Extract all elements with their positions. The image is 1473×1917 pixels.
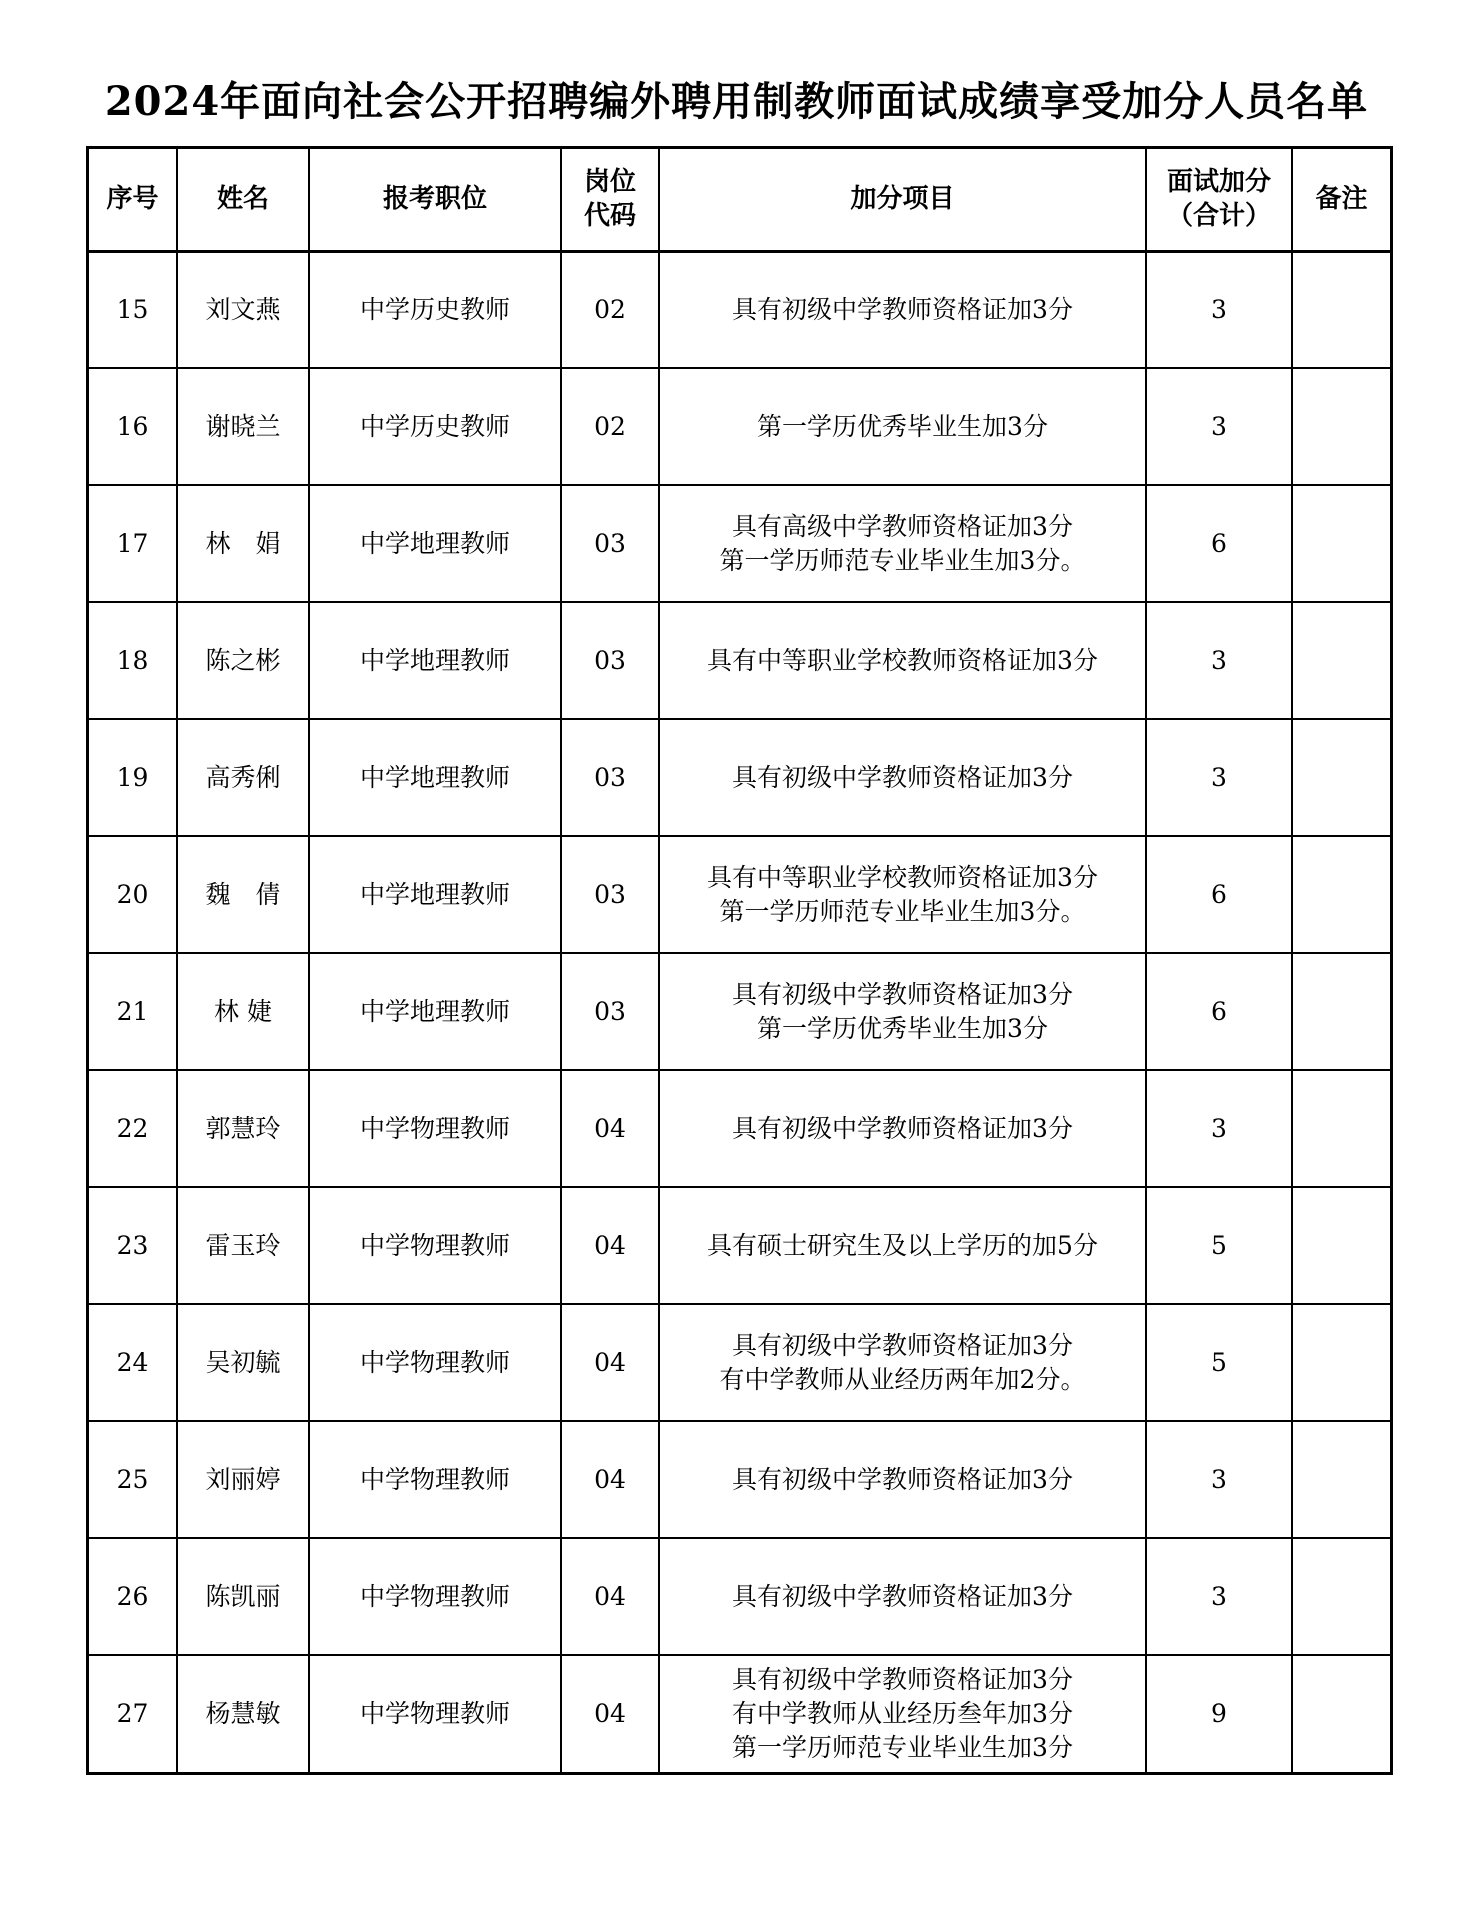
cell-seq: 17 xyxy=(89,485,177,602)
table-row xyxy=(89,251,1390,368)
cell-items xyxy=(659,1304,1146,1421)
cell-code: 03 xyxy=(561,485,659,602)
cell-items xyxy=(659,1655,1146,1772)
cell-code: 02 xyxy=(561,251,659,368)
cell-name: 雷玉玲 xyxy=(177,1187,309,1304)
cell-total: 3 xyxy=(1146,602,1292,719)
bonus-item-line: 第一学历师范专业毕业生加3分 xyxy=(732,1733,1073,1762)
cell-position: 中学地理教师 xyxy=(309,719,561,836)
bonus-item-line: 具有初级中学教师资格证加3分 xyxy=(732,1581,1073,1611)
cell-total: 6 xyxy=(1146,485,1292,602)
table-row xyxy=(89,719,1390,836)
cell-remarks xyxy=(1292,1421,1390,1538)
cell-code: 03 xyxy=(561,719,659,836)
cell-total: 3 xyxy=(1146,1421,1292,1538)
header-remarks: 备注 xyxy=(1292,149,1390,251)
cell-name: 谢晓兰 xyxy=(177,368,309,485)
cell-position: 中学物理教师 xyxy=(309,1421,561,1538)
cell-position: 中学物理教师 xyxy=(309,1304,561,1421)
bonus-item-line: 具有硕士研究生及以上学历的加5分 xyxy=(707,1230,1098,1260)
cell-name: 郭慧玲 xyxy=(177,1070,309,1187)
table-row xyxy=(89,368,1390,485)
header-code-line1: 岗位 xyxy=(583,167,636,198)
cell-position: 中学历史教师 xyxy=(309,368,561,485)
cell-remarks xyxy=(1292,1655,1390,1772)
cell-seq: 26 xyxy=(89,1538,177,1655)
cell-items xyxy=(659,368,1146,485)
bonus-score-table xyxy=(89,149,1390,1772)
cell-remarks xyxy=(1292,602,1390,719)
table-row xyxy=(89,1070,1390,1187)
cell-items xyxy=(659,602,1146,719)
cell-items xyxy=(659,836,1146,953)
cell-position: 中学物理教师 xyxy=(309,1655,561,1772)
cell-total: 3 xyxy=(1146,719,1292,836)
cell-position: 中学物理教师 xyxy=(309,1187,561,1304)
cell-name: 吴初毓 xyxy=(177,1304,309,1421)
cell-position: 中学地理教师 xyxy=(309,485,561,602)
bonus-item-line: 具有初级中学教师资格证加3分 xyxy=(732,1113,1073,1143)
cell-code: 04 xyxy=(561,1538,659,1655)
cell-seq: 16 xyxy=(89,368,177,485)
cell-position: 中学地理教师 xyxy=(309,953,561,1070)
bonus-item-line: 第一学历优秀毕业生加3分 xyxy=(757,411,1048,441)
table-row xyxy=(89,1187,1390,1304)
cell-name: 林 婕 xyxy=(177,953,309,1070)
table-row xyxy=(89,1655,1390,1772)
header-position: 报考职位 xyxy=(309,149,561,251)
cell-seq: 18 xyxy=(89,602,177,719)
cell-total: 3 xyxy=(1146,1538,1292,1655)
cell-name: 陈之彬 xyxy=(177,602,309,719)
cell-remarks xyxy=(1292,1187,1390,1304)
bonus-item-line: 具有初级中学教师资格证加3分 xyxy=(732,1464,1073,1494)
cell-seq: 19 xyxy=(89,719,177,836)
cell-total: 5 xyxy=(1146,1187,1292,1304)
bonus-item-line: 具有高级中学教师资格证加3分 xyxy=(732,511,1073,541)
cell-code: 04 xyxy=(561,1421,659,1538)
bonus-item-line: 具有初级中学教师资格证加3分 xyxy=(732,979,1073,1009)
cell-remarks xyxy=(1292,1304,1390,1421)
bonus-item-line: 第一学历优秀毕业生加3分 xyxy=(757,1013,1048,1043)
cell-remarks xyxy=(1292,485,1390,602)
cell-total: 3 xyxy=(1146,251,1292,368)
bonus-item-line: 第一学历师范专业毕业生加3分。 xyxy=(719,896,1086,926)
table-row xyxy=(89,485,1390,602)
cell-seq: 22 xyxy=(89,1070,177,1187)
cell-items xyxy=(659,1187,1146,1304)
header-items: 加分项目 xyxy=(659,149,1146,251)
cell-seq: 25 xyxy=(89,1421,177,1538)
cell-items xyxy=(659,1070,1146,1187)
bonus-item-line: 具有初级中学教师资格证加3分 xyxy=(732,1330,1073,1360)
cell-remarks xyxy=(1292,251,1390,368)
header-total xyxy=(1146,149,1292,251)
cell-name: 陈凯丽 xyxy=(177,1538,309,1655)
cell-total: 6 xyxy=(1146,953,1292,1070)
cell-name: 林 娟 xyxy=(177,485,309,602)
header-total-line1: 面试加分 xyxy=(1166,167,1271,198)
bonus-item-line: 有中学教师从业经历叁年加3分 xyxy=(732,1699,1073,1728)
cell-code: 03 xyxy=(561,953,659,1070)
header-code-line2: 代码 xyxy=(583,201,636,232)
header-code xyxy=(561,149,659,251)
cell-position: 中学物理教师 xyxy=(309,1070,561,1187)
cell-position: 中学历史教师 xyxy=(309,251,561,368)
cell-seq: 23 xyxy=(89,1187,177,1304)
table-row xyxy=(89,602,1390,719)
table-header-row xyxy=(89,149,1390,251)
score-sheet xyxy=(86,146,1393,1775)
cell-code: 04 xyxy=(561,1655,659,1772)
table-row xyxy=(89,1538,1390,1655)
table-body xyxy=(89,251,1390,1772)
cell-seq: 21 xyxy=(89,953,177,1070)
cell-items xyxy=(659,251,1146,368)
cell-total: 9 xyxy=(1146,1655,1292,1772)
cell-items xyxy=(659,953,1146,1070)
bonus-item-line: 第一学历师范专业毕业生加3分。 xyxy=(719,545,1086,575)
cell-remarks xyxy=(1292,719,1390,836)
cell-name: 高秀俐 xyxy=(177,719,309,836)
cell-total: 3 xyxy=(1146,1070,1292,1187)
cell-code: 03 xyxy=(561,602,659,719)
cell-seq: 27 xyxy=(89,1655,177,1772)
cell-position: 中学地理教师 xyxy=(309,836,561,953)
table-row xyxy=(89,836,1390,953)
cell-code: 02 xyxy=(561,368,659,485)
cell-total: 5 xyxy=(1146,1304,1292,1421)
bonus-item-line: 具有初级中学教师资格证加3分 xyxy=(732,762,1073,792)
cell-total: 6 xyxy=(1146,836,1292,953)
cell-total: 3 xyxy=(1146,368,1292,485)
header-total-line2: （合计） xyxy=(1166,201,1271,232)
cell-code: 03 xyxy=(561,836,659,953)
page-title: 2024年面向社会公开招聘编外聘用制教师面试成绩享受加分人员名单 xyxy=(104,78,1369,125)
cell-position: 中学地理教师 xyxy=(309,602,561,719)
cell-remarks xyxy=(1292,368,1390,485)
header-seq: 序号 xyxy=(89,149,177,251)
cell-name: 刘丽婷 xyxy=(177,1421,309,1538)
table-row xyxy=(89,1304,1390,1421)
cell-remarks xyxy=(1292,1070,1390,1187)
cell-items xyxy=(659,719,1146,836)
cell-items xyxy=(659,485,1146,602)
cell-code: 04 xyxy=(561,1304,659,1421)
cell-remarks xyxy=(1292,953,1390,1070)
cell-seq: 20 xyxy=(89,836,177,953)
cell-remarks xyxy=(1292,1538,1390,1655)
cell-remarks xyxy=(1292,836,1390,953)
cell-position: 中学物理教师 xyxy=(309,1538,561,1655)
bonus-item-line: 具有初级中学教师资格证加3分 xyxy=(732,1665,1073,1694)
cell-seq: 15 xyxy=(89,251,177,368)
bonus-item-line: 具有中等职业学校教师资格证加3分 xyxy=(707,645,1098,675)
cell-name: 杨慧敏 xyxy=(177,1655,309,1772)
cell-seq: 24 xyxy=(89,1304,177,1421)
cell-name: 刘文燕 xyxy=(177,251,309,368)
table-row xyxy=(89,953,1390,1070)
bonus-item-line: 有中学教师从业经历两年加2分。 xyxy=(719,1364,1086,1394)
table-row xyxy=(89,1421,1390,1538)
cell-items xyxy=(659,1538,1146,1655)
bonus-item-line: 具有初级中学教师资格证加3分 xyxy=(732,294,1073,324)
bonus-item-line: 具有中等职业学校教师资格证加3分 xyxy=(707,862,1098,892)
cell-items xyxy=(659,1421,1146,1538)
cell-code: 04 xyxy=(561,1070,659,1187)
cell-name: 魏 倩 xyxy=(177,836,309,953)
header-name: 姓名 xyxy=(177,149,309,251)
cell-code: 04 xyxy=(561,1187,659,1304)
